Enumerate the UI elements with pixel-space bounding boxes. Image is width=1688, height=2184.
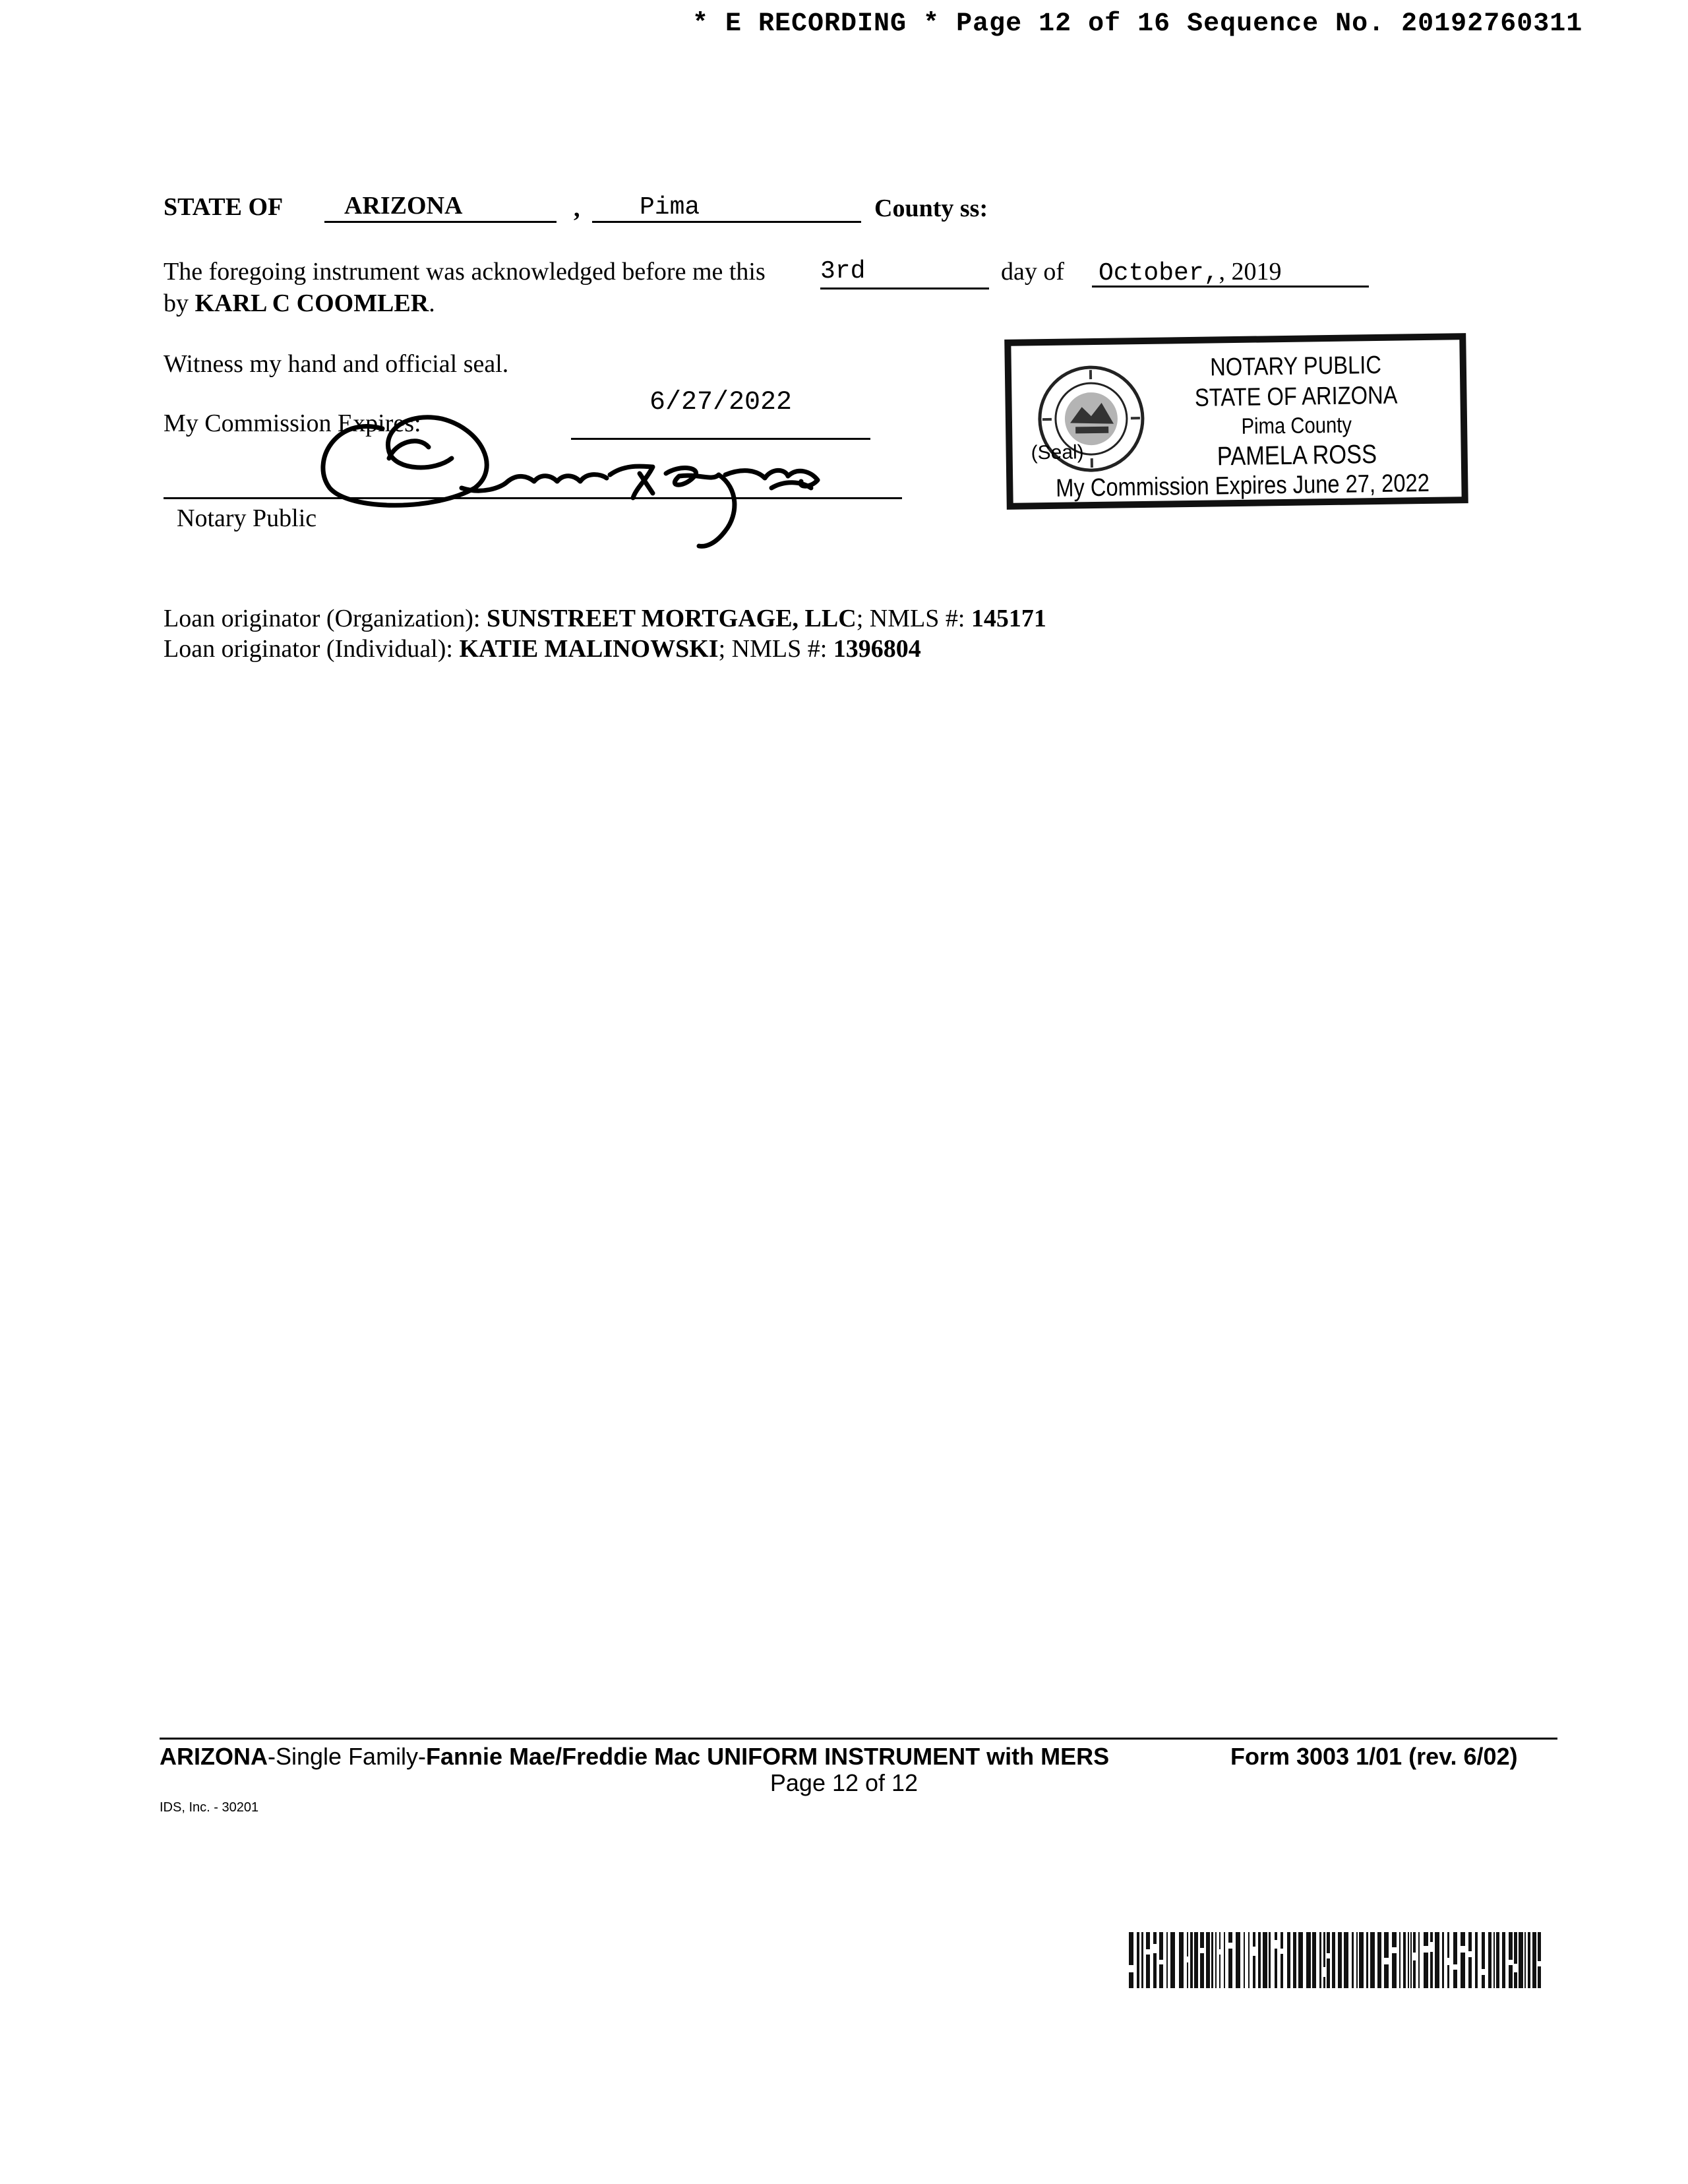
barcode-notch [1200,1948,1204,1953]
witness-text: Witness my hand and official seal. [164,350,509,378]
barcode-bar [1269,1932,1271,1988]
barcode-notch [1461,1946,1465,1953]
barcode-bar [1153,1932,1157,1988]
ind-nmls: 1396804 [833,635,921,663]
barcode-bar [1141,1932,1143,1988]
barcode-bar [1137,1932,1139,1988]
barcode-bar [1258,1932,1261,1988]
barcode-bar [1323,1932,1325,1988]
loan-originator-org [164,604,1046,633]
barcode-notch [1538,1961,1541,1966]
barcode-bar [1179,1932,1184,1988]
barcode-notch [1281,1949,1283,1954]
barcode-bar [1502,1932,1505,1988]
barcode-bar [1211,1932,1213,1988]
day-field [820,257,989,289]
signer-name: KARL C COOMLER [195,289,429,317]
barcode-bar [1352,1932,1354,1988]
commission-label: My Commission Expires: [164,410,421,437]
foregoing-text: The foregoing instrument was acknowledged before me this [164,258,766,286]
barcode-notch [1327,1953,1330,1958]
barcode-bar [1146,1932,1150,1988]
by-label: by [164,289,189,317]
county-ss-label: County ss: [874,195,988,222]
barcode-bar [1468,1932,1472,1988]
recording-header: * E RECORDING * Page 12 of 16 Sequence No. 20192760311 [692,9,1583,39]
state-value: ARIZONA [344,192,463,220]
barcode-bar [1228,1932,1232,1988]
stamp-line-county: Pima County [1241,412,1352,439]
barcode-notch [1424,1946,1428,1953]
barcode-notch [1392,1947,1397,1953]
notary-signature [310,389,943,561]
barcode-bar [1475,1932,1478,1988]
barcode-bar [1435,1932,1439,1988]
barcode-notch [1447,1958,1449,1965]
barcode-notch [1453,1964,1457,1970]
barcode-bar [1312,1932,1316,1988]
barcode-bar [1170,1932,1175,1988]
stamp-seal-word: (Seal) [1031,441,1084,464]
period: . [429,289,435,317]
barcode-bar [1293,1932,1296,1988]
year-value: , 2019 [1219,258,1282,286]
barcode-bar [1200,1932,1204,1988]
barcode-bar [1248,1932,1250,1988]
barcode-bar [1461,1932,1465,1988]
barcode-bar [1244,1932,1245,1988]
barcode-bar [1190,1932,1193,1988]
barcode-notch [1468,1951,1472,1957]
by-line [164,289,435,318]
month-year-field [1092,257,1369,288]
month-value: October, [1099,259,1219,288]
barcode-bar [1338,1932,1342,1988]
barcode-bar [1538,1932,1541,1988]
org-name: SUNSTREET MORTGAGE, LLC [486,605,857,632]
barcode-notch [1482,1969,1485,1975]
barcode-bar [1410,1932,1412,1988]
barcode-bar [1327,1932,1330,1988]
barcode-bar [1166,1932,1168,1988]
barcode-bar [1418,1932,1420,1988]
barcode-bar [1488,1932,1492,1988]
org-nmls-label: ; NMLS #: [856,605,965,632]
barcode-notch [1187,1957,1188,1962]
barcode-bar [1206,1932,1210,1988]
loan-originator-individual [164,634,921,663]
barcode-notch [1509,1960,1513,1965]
barcode-notch [1219,1949,1221,1955]
barcode-bar [1344,1932,1348,1988]
barcode-bar [1366,1932,1368,1988]
footer-form-number: Form 3003 1/01 (rev. 6/02) [1230,1743,1518,1770]
footer-family: -Single Family- [268,1743,427,1770]
barcode-bar [1359,1932,1364,1988]
stamp-line-notary-name: PAMELA ROSS [1217,440,1377,471]
barcode-bar [1287,1932,1290,1988]
barcode-notch [1413,1953,1416,1960]
barcode-notch [1228,1943,1232,1949]
footer-rule [160,1738,1557,1740]
barcode-bar [1319,1932,1321,1988]
barcode-notch [1323,1967,1325,1977]
barcode-bar [1496,1932,1499,1988]
barcode-bar [1482,1932,1485,1988]
stamp-line-state: STATE OF ARIZONA [1194,381,1398,412]
barcode-bar [1224,1932,1225,1988]
barcode-bar [1253,1932,1255,1988]
barcode-bar [1532,1932,1536,1988]
barcode-notch [1129,1965,1133,1972]
county-field [592,191,861,223]
barcode-bar [1403,1932,1406,1988]
barcode-bar [1524,1932,1526,1988]
barcode-bar [1306,1932,1311,1988]
barcode-notch [1430,1942,1433,1952]
comma-separator: , [574,195,580,222]
barcode-notch [1153,1944,1157,1953]
notary-stamp [1004,333,1468,510]
barcode-notch [1253,1947,1255,1956]
stamp-line-commission: My Commission Expires June 27, 2022 [1055,469,1430,502]
ind-label: Loan originator (Individual): [164,635,453,663]
org-nmls: 145171 [971,605,1046,632]
barcode-bar [1519,1932,1523,1988]
state-of-label: STATE OF [164,193,284,221]
barcode-notch [1159,1960,1163,1964]
barcode-bar [1215,1932,1217,1988]
barcode-bar [1399,1932,1401,1988]
notary-public-label: Notary Public [177,504,317,532]
barcode-bar [1194,1932,1198,1988]
barcode-bar [1356,1932,1358,1988]
barcode-bar [1298,1932,1303,1988]
barcode-notch [1514,1964,1517,1972]
barcode-bar [1219,1932,1221,1988]
barcode-notch [1275,1940,1277,1949]
footer-instrument: Fannie Mae/Freddie Mac UNIFORM INSTRUMENT with MERS [426,1743,1110,1770]
ind-nmls-label: ; NMLS #: [718,635,828,663]
barcode-bar [1528,1932,1530,1988]
footer-state: ARIZONA [160,1743,268,1770]
state-field [324,191,557,223]
barcode-bar [1281,1932,1283,1988]
day-value: 3rd [820,257,866,286]
barcode-bar [1377,1932,1381,1988]
county-value: Pima [640,193,700,222]
barcode-bar [1408,1932,1409,1988]
barcode-notch [1384,1958,1389,1964]
barcode-bar [1514,1932,1517,1988]
barcode-notch [1146,1949,1150,1955]
footer-form-title [160,1743,1109,1771]
barcode-bar [1370,1932,1375,1988]
barcode-bar [1442,1932,1444,1988]
commission-value: 6/27/2022 [649,388,793,417]
org-label: Loan originator (Organization): [164,605,481,632]
footer-ids: IDS, Inc. - 30201 [160,1800,259,1815]
barcode-bar [1424,1932,1428,1988]
footer-page-number: Page 12 of 12 [769,1769,919,1796]
barcode-icon [1129,1932,1548,1988]
barcode-bar [1332,1932,1335,1988]
day-of-label: day of [1001,258,1065,286]
barcode-bar [1236,1932,1240,1988]
barcode-bar [1263,1932,1267,1988]
ind-name: KATIE MALINOWSKI [459,635,719,663]
stamp-line-notary-public: NOTARY PUBLIC [1209,351,1382,382]
barcode-bar [1430,1932,1433,1988]
barcode-bar [1493,1932,1495,1988]
barcode-bar [1392,1932,1397,1988]
barcode-bar [1129,1932,1133,1988]
barcode-bar [1453,1932,1457,1988]
